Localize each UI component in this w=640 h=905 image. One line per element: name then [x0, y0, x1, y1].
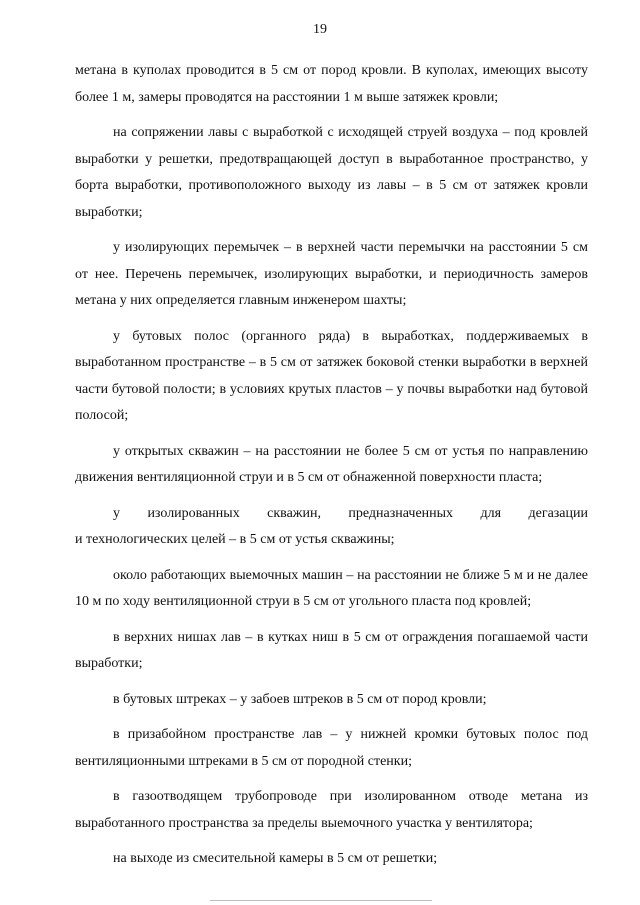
- paragraph-working-machines: около работающих выемочных машин – на расстоянии не ближе 5 м и не далее 10 м по ходу вентиляционной струи в 5 см от угольного пласта под кровлей;: [75, 567, 588, 609]
- paragraph-isolated-boreholes-line2: и технологических целей – в 5 см от устья скважины;: [75, 532, 395, 547]
- paragraph-rubble-drifts: в бутовых штреках – у забоев штреков в 5 см от пород кровли;: [113, 691, 487, 707]
- paragraph-face-space: в призабойном пространстве лав – у нижней кромки бутовых полос под вентиляционными штреками в 5 см от породной стенки;: [75, 727, 588, 769]
- paragraph-upper-niches: в верхних нишах лав – в кутках ниш в 5 см от ограждения погашаемой части выработки;: [75, 629, 588, 671]
- document-body: [75, 58, 588, 873]
- paragraph-isolating-bulkheads: у изолирующих перемычек – в верхней части перемычки на расстоянии 5 см от нее. Перечень перемычек, изолирующих выработки, и периодичность замеров метана у них определяется главным инженером шахты;: [75, 240, 588, 308]
- paragraph-open-boreholes: у открытых скважин – на расстоянии не более 5 см от устья по направлению движения вентиляционной струи и в 5 см от обнаженной поверхности пласта;: [75, 443, 588, 485]
- paragraph-lava-junction: на сопряжении лавы с выработкой с исходящей струей воздуха – под кровлей выработки у решетки, предотвращающей доступ в выработанное пространство, у борта выработки, противоположного выходу из лавы – в 5 см от затяжек кровли выработки;: [75, 125, 588, 220]
- paragraph-gas-pipeline: в газоотводящем трубопроводе при изолированном отводе метана из выработанного пространства за пределы выемочного участка у вентилятора;: [75, 789, 588, 831]
- paragraph-mixing-chamber: на выходе из смесительной камеры в 5 см от решетки;: [113, 851, 438, 866]
- footer-divider: [210, 900, 432, 901]
- paragraph-isolated-boreholes-line1: у изолированных скважин, предназначенных для дегазации: [113, 505, 588, 521]
- paragraph-dome-methane: метана в куполах проводится в 5 см от пород кровли. В куполах, имеющих высоту более 1 м, замеры проводятся на расстоянии 1 м выше затяжек кровли;: [75, 63, 588, 105]
- paragraph-rubble-strips: у бутовых полос (органного ряда) в выработках, поддерживаемых в выработанном пространстве – в 5 см от затяжек боковой стенки выработки в верхней части бутовой полости; в условиях крутых пластов – у почвы выработки над бутовой полосой;: [75, 328, 588, 423]
- page-number: 19: [313, 22, 327, 37]
